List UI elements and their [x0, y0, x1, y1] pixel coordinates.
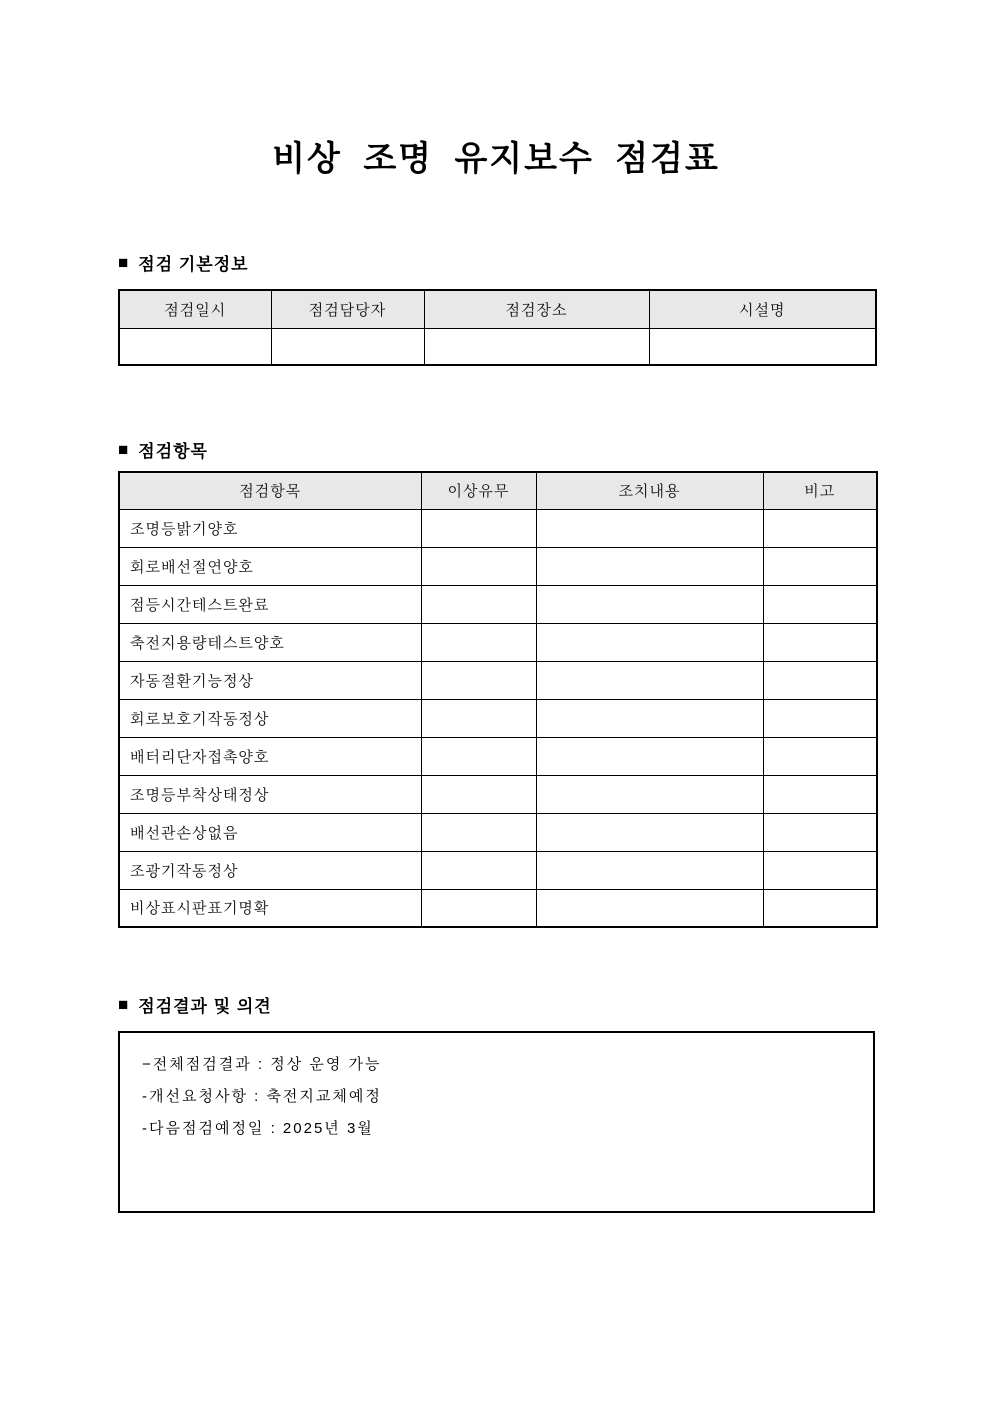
table-row [119, 813, 877, 851]
table-row [119, 661, 877, 699]
note-cell [763, 547, 877, 585]
abnormality-cell [421, 775, 536, 813]
item-name-cell: 배선관손상없음 [119, 813, 421, 851]
result-line-improvement: -개선요청사항 : 축전지교체예정 [142, 1088, 382, 1105]
result-line-overall: −전체점검결과 : 정상 운영 가능 [142, 1056, 382, 1073]
action-cell [536, 889, 763, 927]
note-cell [763, 775, 877, 813]
section-heading-label: 점검항목 [138, 442, 208, 461]
section-bullet-icon: ■ [118, 995, 130, 1014]
abnormality-cell [421, 737, 536, 775]
inspector-value-cell [271, 328, 424, 365]
table-row [119, 775, 877, 813]
note-cell [763, 889, 877, 927]
item-name-cell: 점등시간테스트완료 [119, 585, 421, 623]
column-header-date: 점검일시 [119, 290, 271, 328]
abnormality-cell [421, 813, 536, 851]
table-row [119, 509, 877, 547]
note-cell [763, 585, 877, 623]
action-cell [536, 699, 763, 737]
note-cell [763, 699, 877, 737]
table-row [119, 699, 877, 737]
result-comment-box [118, 1031, 875, 1213]
section-bullet-icon: ■ [118, 440, 130, 459]
note-cell [763, 509, 877, 547]
abnormality-cell [421, 851, 536, 889]
action-cell [536, 851, 763, 889]
abnormality-cell [421, 623, 536, 661]
action-cell [536, 585, 763, 623]
item-name-cell: 비상표시판표기명확 [119, 889, 421, 927]
item-name-cell: 자동절환기능정상 [119, 661, 421, 699]
column-header-item: 점검항목 [119, 472, 421, 509]
section-bullet-icon: ■ [118, 253, 130, 272]
table-row [119, 585, 877, 623]
action-cell [536, 509, 763, 547]
note-cell [763, 851, 877, 889]
basic-info-header-row [119, 290, 876, 328]
action-cell [536, 737, 763, 775]
abnormality-cell [421, 699, 536, 737]
table-row [119, 851, 877, 889]
section-heading-result [118, 992, 272, 1017]
column-header-location: 점검장소 [424, 290, 649, 328]
basic-info-table [118, 289, 877, 366]
table-row [119, 623, 877, 661]
basic-info-value-row [119, 328, 876, 365]
action-cell [536, 661, 763, 699]
item-name-cell: 배터리단자접촉양호 [119, 737, 421, 775]
location-value-cell [424, 328, 649, 365]
abnormality-cell [421, 509, 536, 547]
section-heading-label: 점검결과 및 의견 [138, 997, 272, 1016]
action-cell [536, 775, 763, 813]
note-cell [763, 623, 877, 661]
action-cell [536, 623, 763, 661]
note-cell [763, 813, 877, 851]
table-row [119, 889, 877, 927]
action-cell [536, 547, 763, 585]
column-header-abnormality: 이상유무 [421, 472, 536, 509]
check-items-header-row [119, 472, 877, 509]
column-header-note: 비고 [763, 472, 877, 509]
table-row [119, 547, 877, 585]
action-cell [536, 813, 763, 851]
section-heading-check-items [118, 437, 208, 462]
facility-value-cell [649, 328, 876, 365]
item-name-cell: 회로보호기작동정상 [119, 699, 421, 737]
section-heading-basic-info [118, 250, 249, 275]
note-cell [763, 737, 877, 775]
result-line-next-date: -다음점검예정일 : 2025년 3월 [142, 1120, 374, 1137]
table-row [119, 737, 877, 775]
item-name-cell: 조명등밝기양호 [119, 509, 421, 547]
date-value-cell [119, 328, 271, 365]
check-items-table [118, 471, 878, 928]
abnormality-cell [421, 585, 536, 623]
document-title: 비상 조명 유지보수 점검표 [272, 140, 720, 178]
abnormality-cell [421, 547, 536, 585]
column-header-inspector: 점검담당자 [271, 290, 424, 328]
item-name-cell: 축전지용량테스트양호 [119, 623, 421, 661]
item-name-cell: 조명등부착상태정상 [119, 775, 421, 813]
abnormality-cell [421, 661, 536, 699]
note-cell [763, 661, 877, 699]
column-header-facility: 시설명 [649, 290, 876, 328]
item-name-cell: 회로배선절연양호 [119, 547, 421, 585]
column-header-action: 조치내용 [536, 472, 763, 509]
section-heading-label: 점검 기본정보 [138, 255, 249, 274]
abnormality-cell [421, 889, 536, 927]
item-name-cell: 조광기작동정상 [119, 851, 421, 889]
